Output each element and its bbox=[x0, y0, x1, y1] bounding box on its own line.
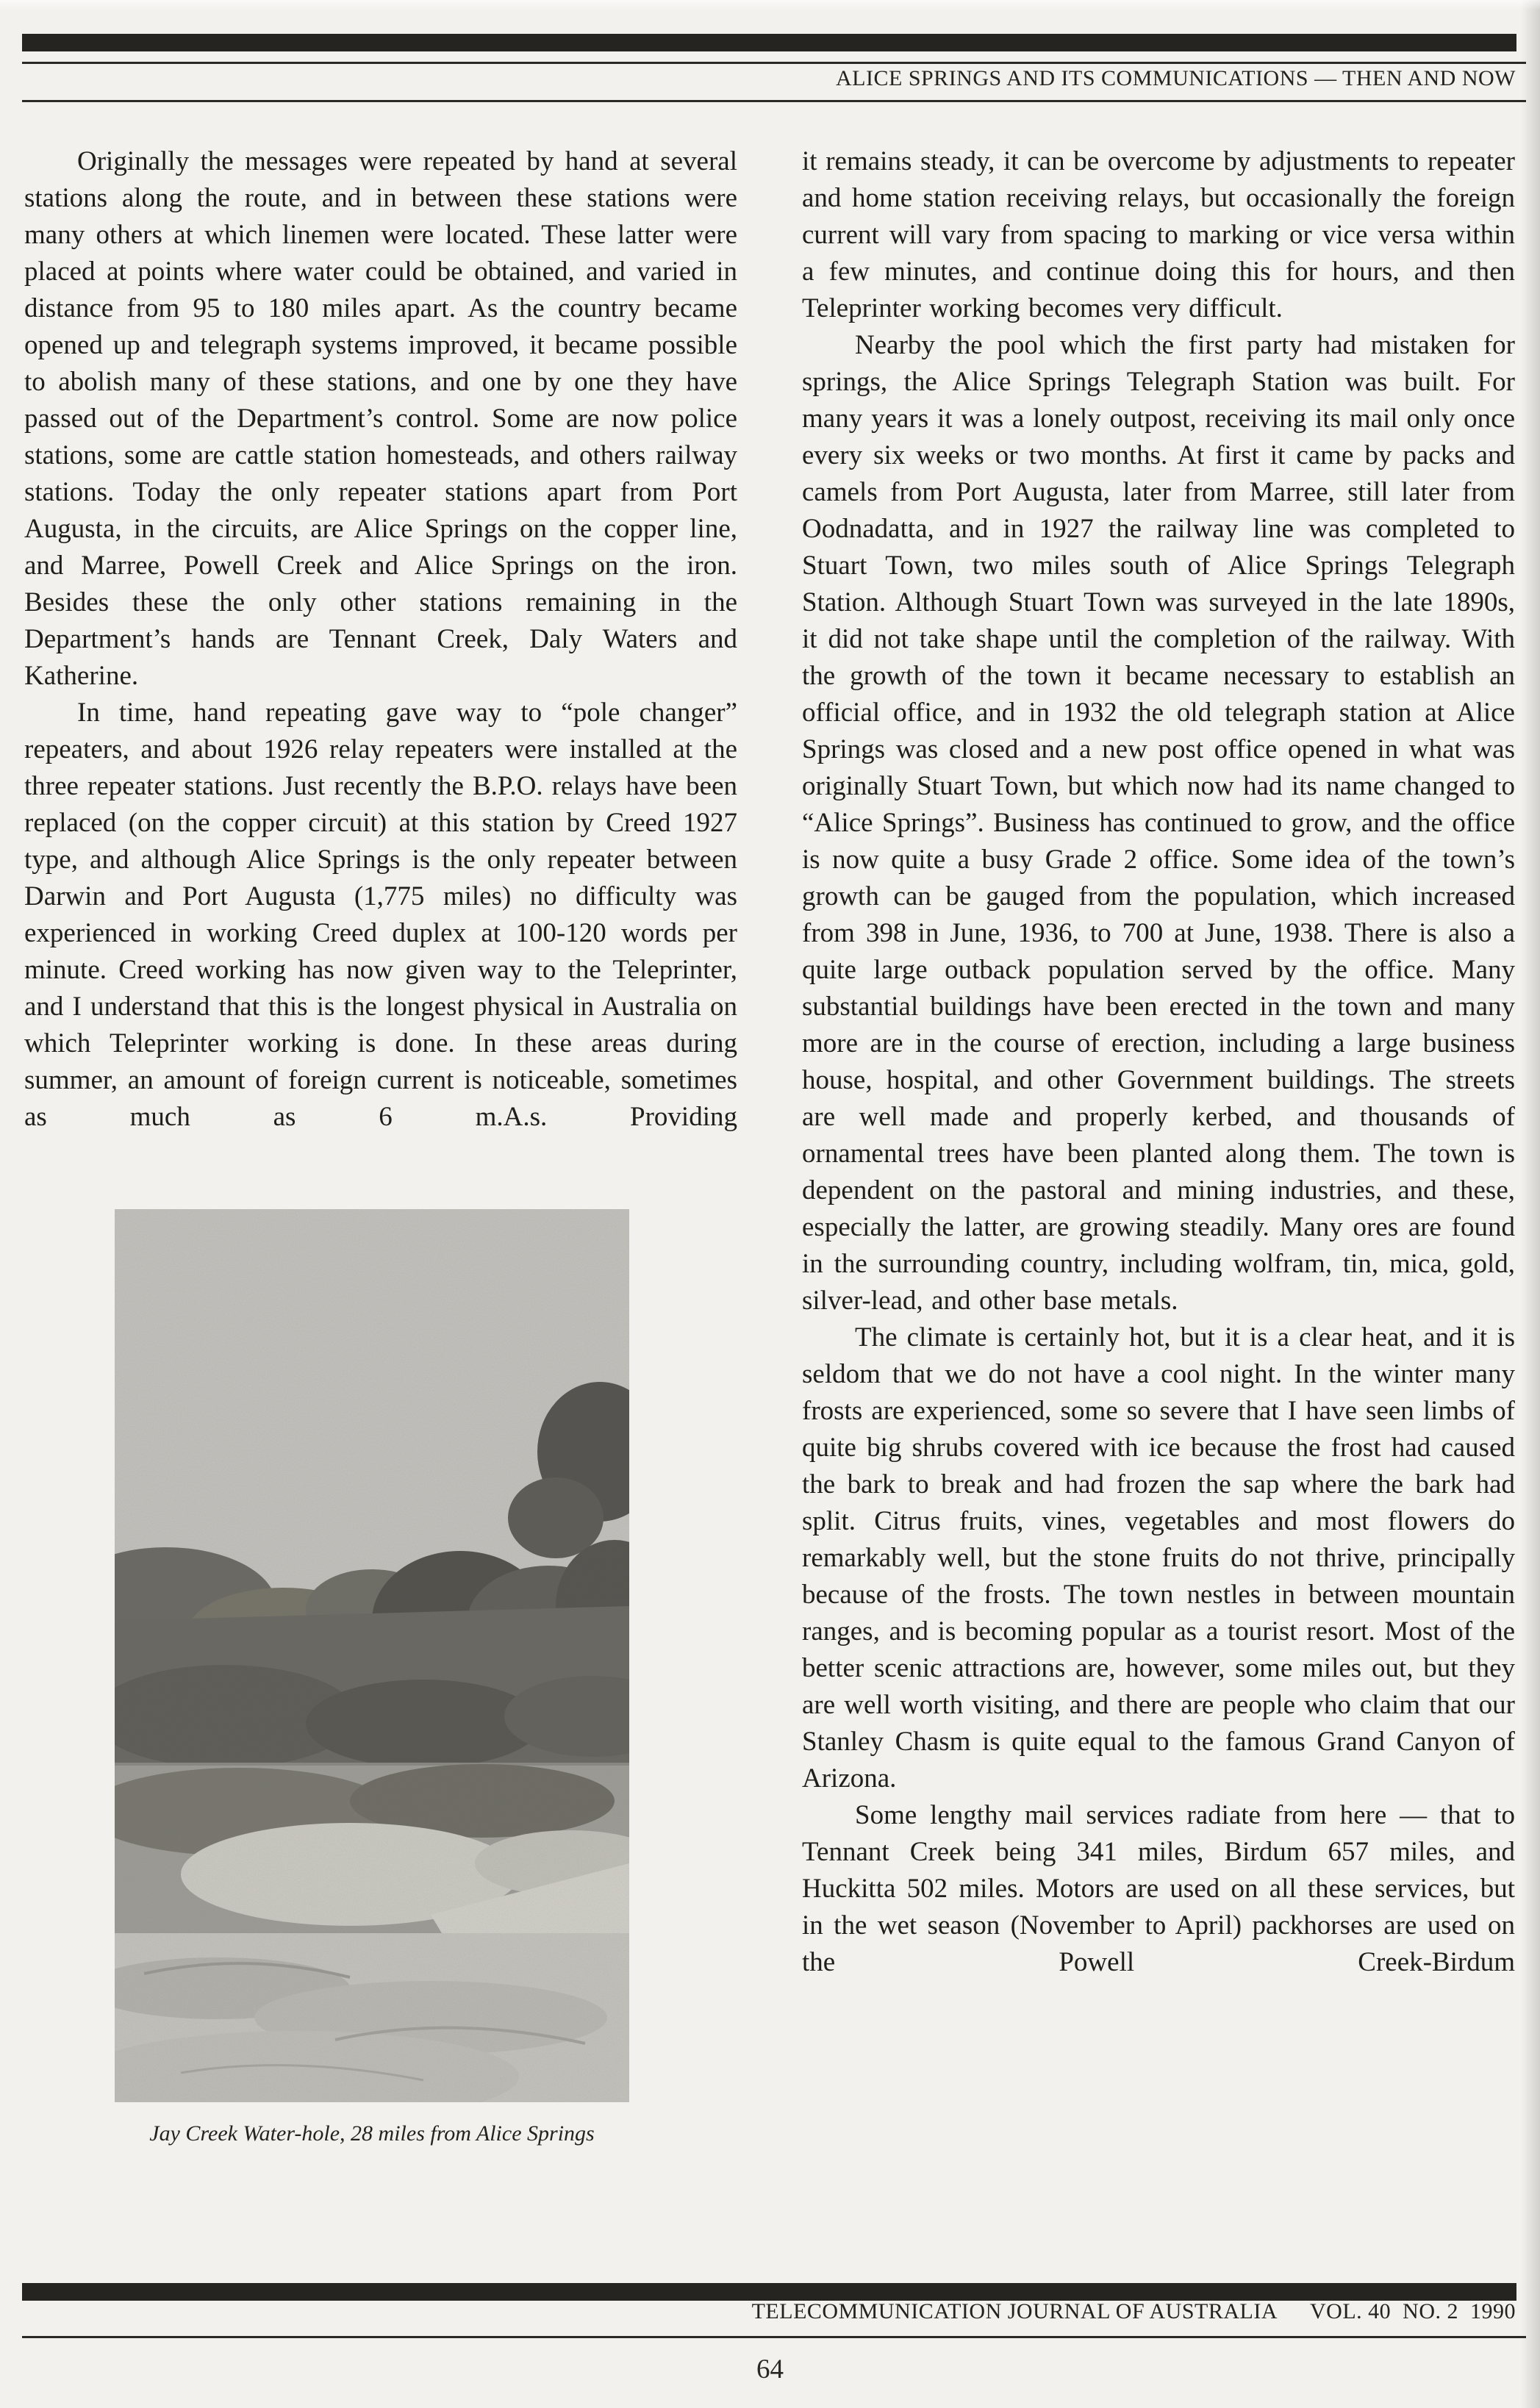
top-rule-thin-upper bbox=[22, 62, 1526, 64]
bottom-rule-thin bbox=[22, 2336, 1526, 2338]
top-rule-thick bbox=[22, 34, 1516, 51]
page-number: 64 bbox=[756, 2354, 784, 2384]
photo-caption: Jay Creek Water-hole, 28 miles from Alice Springs bbox=[149, 2121, 595, 2146]
paragraph: In time, hand repeating gave way to “pole changer” repeaters, and about 1926 relay repeaters were installed at the three repeater stations. Just recently the B.P.O. relays have been replaced (on the copper circuit) at this station by Creed 1927 type, and although Alice Springs is the only repeater between Darwin and Port Augusta (1,775 miles) no difficulty was experienced in working Creed duplex at 100-120 words per minute. Creed working has now given way to the Teleprinter, and I understand that this is the longest physical in Australia on which Teleprinter working is done. In these areas during summer, an amount of foreign current is noticeable, sometimes as much as 6 m.A.s. Providing bbox=[24, 698, 737, 1132]
scan-shadow-top bbox=[0, 0, 1540, 10]
article-body bbox=[24, 143, 1515, 2271]
journal-issue: VOL. 40 NO. 2 1990 bbox=[1310, 2299, 1516, 2323]
top-rule-thin-lower bbox=[22, 100, 1526, 102]
right-column bbox=[802, 143, 1515, 2271]
paragraph: Nearby the pool which the first party had mistaken for springs, the Alice Springs Telegraph Station was built. For many years it was a lonely outpost, receiving its mail only once every six weeks or two months. At first it came by packs and camels from Port Augusta, later from Marree, still later from Oodnadatta, and in 1927 the railway line was completed to Stuart Town, two miles south of Alice Springs Telegraph Station. Although Stuart Town was surveyed in the late 1890s, it did not take shape until the completion of the railway. With the growth of the town it became necessary to establish an official office, and in 1932 the old telegraph station at Alice Springs was closed and a new post office opened in what was originally Stuart Town, but which now had its name changed to “Alice Springs”. Business has continued to grow, and the office is now quite a busy Grade 2 office. Some idea of the town’s growth can be gauged from the population, which increased from 398 in June, 1936, to 700 at June, 1938. There is also a quite large outback population served by the office. Many substantial buildings have been erected in the town and many more are in the course of erection, including a large business house, hospital, and other Government buildings. The streets are well made and properly kerbed, and thousands of ornamental trees have been planted along them. The town is dependent on the pastoral and mining industries, and these, especially the latter, are growing steadily. Many ores are found in the surrounding country, including wolfram, tin, mica, gold, silver-lead, and other base metals. bbox=[802, 330, 1515, 1316]
left-column bbox=[24, 143, 737, 2271]
waterhole-figure bbox=[115, 1209, 629, 2146]
footer-journal-line bbox=[752, 2299, 1516, 2324]
bottom-rule-thick bbox=[22, 2283, 1516, 2301]
paragraph: Originally the messages were repeated by hand at several stations along the route, and in between these stations were many others at which linemen were located. These latter were placed at points where water could be obtained, and varied in distance from 95 to 180 miles apart. As the country became opened up and telegraph systems improved, it became possible to abolish many of these stations, and one by one they have passed out of the Department’s control. Some are now police stations, some are cattle station homesteads, and others railway stations. Today the only repeater stations apart from Port Augusta, in the circuits, are Alice Springs on the copper line, and Marree, Powell Creek and Alice Springs on the iron. Besides these the only other stations remaining in the Department’s hands are Tennant Creek, Daly Waters and Katherine. bbox=[24, 146, 737, 691]
paragraph: Some lengthy mail services radiate from here — that to Tennant Creek being 341 miles, Birdum 657 miles, and Huckitta 502 miles. Motors are used on all these services, but in the wet season (November to April) packhorses are used on the Powell Creek-Birdum bbox=[802, 1800, 1515, 1977]
running-head: ALICE SPRINGS AND ITS COMMUNICATIONS — THEN AND NOW bbox=[836, 66, 1516, 90]
paragraph: it remains steady, it can be overcome by adjustments to repeater and home station receiving relays, but occasionally the foreign current will vary from spacing to marking or vice versa within a few minutes, and continue doing this for hours, and then Teleprinter working becomes very difficult. bbox=[802, 146, 1515, 323]
scan-shadow-right bbox=[1521, 0, 1540, 2408]
journal-title: TELECOMMUNICATION JOURNAL OF AUSTRALIA bbox=[751, 2299, 1278, 2323]
waterhole-photo bbox=[115, 1209, 629, 2102]
paragraph: The climate is certainly hot, but it is a clear heat, and it is seldom that we do not have a cool night. In the winter many frosts are experienced, some so severe that I have seen limbs of quite big shrubs covered with ice because the frost had caused the bark to break and had frozen the sap where the bark had split. Citrus fruits, vines, vegetables and most flowers do remarkably well, but the stone fruits do not thrive, principally because of the frosts. The town nestles in between mountain ranges, and is becoming popular as a tourist resort. Most of the better scenic attractions are, however, some miles out, but they are well worth visiting, and there are people who claim that our Stanley Chasm is quite equal to the famous Grand Canyon of Arizona. bbox=[802, 1322, 1515, 1794]
